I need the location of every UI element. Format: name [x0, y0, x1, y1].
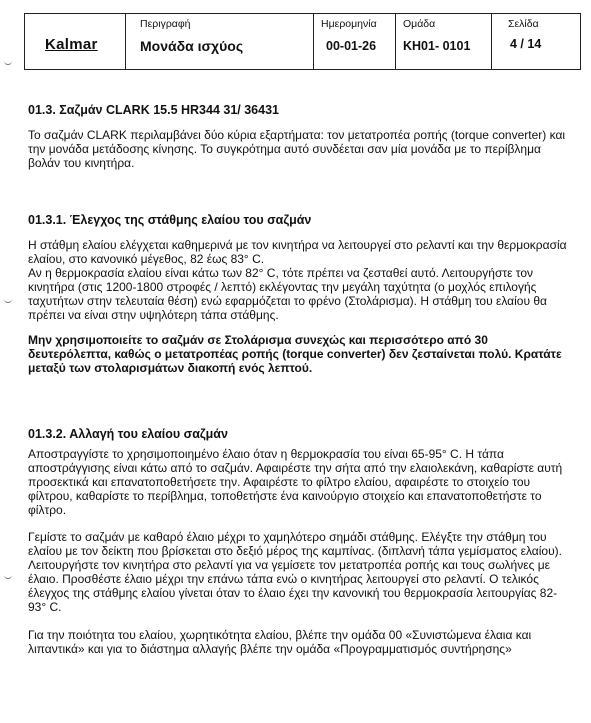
- section-title-01-3-1: 01.3.1. Έλεγχος της στάθμης ελαίου του σαζμάν: [28, 213, 312, 227]
- group-label: Ομάδα: [403, 18, 436, 30]
- oil-level-paragraph-1: Η στάθμη ελαίου ελέγχεται καθημερινά με τον κινητήρα να λειτουργεί στο ρελαντί και την θερμοκρασία ελαίου, στο κανονικό μέγεθος, 82 έως 83° C.: [28, 238, 567, 266]
- oil-change-paragraph-1: Αποστραγγίστε το χρησιμοποιημένο έλαιο όταν η θερμοκρασία του είναι 65-95° C. Η τάπα αποστράγγισης είναι κάτω από το σαζμάν. Αφαιρέστε την σήτα από την ελαιολεκάνη, καθαρίστε αυτή προσεκτικά και επανατοποθετήσετε την. Αφαιρέστε το φίλτρο ελαίου, αφαιρέστε το στοιχείο του φίλτρου, καθαρίστε το περίβλημα, τοποθετήστε ένα καινούργιο στοιχείο και επανατοποθετήστε το φίλτρο.: [28, 447, 563, 517]
- description-value: Μονάδα ισχύος: [140, 38, 244, 54]
- section-title-01-3: 01.3. Σαζμάν CLARK 15.5 HR344 31/ 36431: [28, 103, 279, 117]
- document-header: [24, 13, 581, 70]
- description-cell: [125, 14, 313, 69]
- description-label: Περιγραφή: [140, 18, 191, 30]
- date-label: Ημερομηνία: [321, 18, 377, 30]
- company-logo: Kalmar: [45, 36, 98, 53]
- section-paragraph-01-3: Το σαζμάν CLARK περιλαμβάνει δύο κύρια εξαρτήματα: τον μετατροπέα ροπής (torque converter) και την μονάδα μετάδοσης κίνησης. Το συγκρότημα αυτό συνδέεται σαν μία μονάδα με το περίβλημα βολάν του κινητήρα.: [28, 128, 566, 170]
- punch-mark-bottom: [4, 572, 12, 579]
- punch-mark-middle: [4, 296, 12, 303]
- punch-mark-top: [4, 58, 12, 65]
- section-title-01-3-2: 01.3.2. Αλλαγή του ελαίου σαζμάν: [28, 427, 228, 441]
- date-value: 00-01-26: [326, 39, 377, 53]
- page-label: Σελίδα: [508, 18, 539, 30]
- date-cell: [313, 14, 395, 69]
- stall-warning: Μην χρησιμοποιείτε το σαζμάν σε Στολάρισμα συνεχώς και περισσότερο από 30 δευτερόλεπτα, καθώς ο μετατροπέας ροπής (torque converter) δεν ζεσταίνεται πολύ. Κρατάτε μεταξύ των στολαρισμάτων διακοπή ενός λεπτού.: [28, 333, 562, 375]
- page-value: 4 / 14: [510, 37, 542, 51]
- group-cell: [395, 14, 491, 69]
- oil-change-paragraph-3: Για την ποιότητα του ελαίου, χωρητικότητα ελαίου, βλέπε την ομάδα 00 «Συνιστώμενα έλαια και λιπαντικά» και για το διάστημα αλλαγής βλέπε την ομάδα «Προγραμματισμός συντήρησης»: [28, 628, 532, 656]
- group-value: KH01- 0101: [403, 39, 471, 53]
- oil-level-paragraph-2: Αν η θερμοκρασία ελαίου είναι κάτω των 82° C, τότε πρέπει να ζεσταθεί αυτό. Λειτουργήστε τον κινητήρα (στις 1200-1800 στροφές / λεπτό) εκλέγοντας την μεγάλη ταχύτητα (ο μοχλός επιλογής ταχυτήτων στην τελευταία θέση) ενώ εφαρμόζεται το φρένο (Στολάρισμα). Η στάθμη του ελαίου θα πρέπει να είναι στην υψηλότερη τάπα στάθμης.: [28, 266, 547, 322]
- page-cell: [491, 14, 580, 69]
- oil-change-paragraph-2: Γεμίστε το σαζμάν με καθαρό έλαιο μέχρι το χαμηλότερο σημάδι στάθμης. Ελέγξτε την στάθμη του ελαίου με τον δείκτη που βρίσκεται στο δεξιό μέρος της καμπίνας. (διπλανή τάπα γεμίσματος ελαίου). Λειτουργήστε τον κινητήρα στο ρελαντί για να γεμίσετε τον μετατροπέα ροπής και τους σωλήνες με έλαιο. Προσθέστε έλαιο μέχρι την επάνω τάπα ενώ ο κινητήρας λειτουργεί στο ρελαντί. Ο τελικός έλεγχος της στάθμης ελαίου γίνεται όταν το έλαιο έχει την κανονική του θερμοκρασία λειτουργίας 82-93° C.: [28, 530, 562, 614]
